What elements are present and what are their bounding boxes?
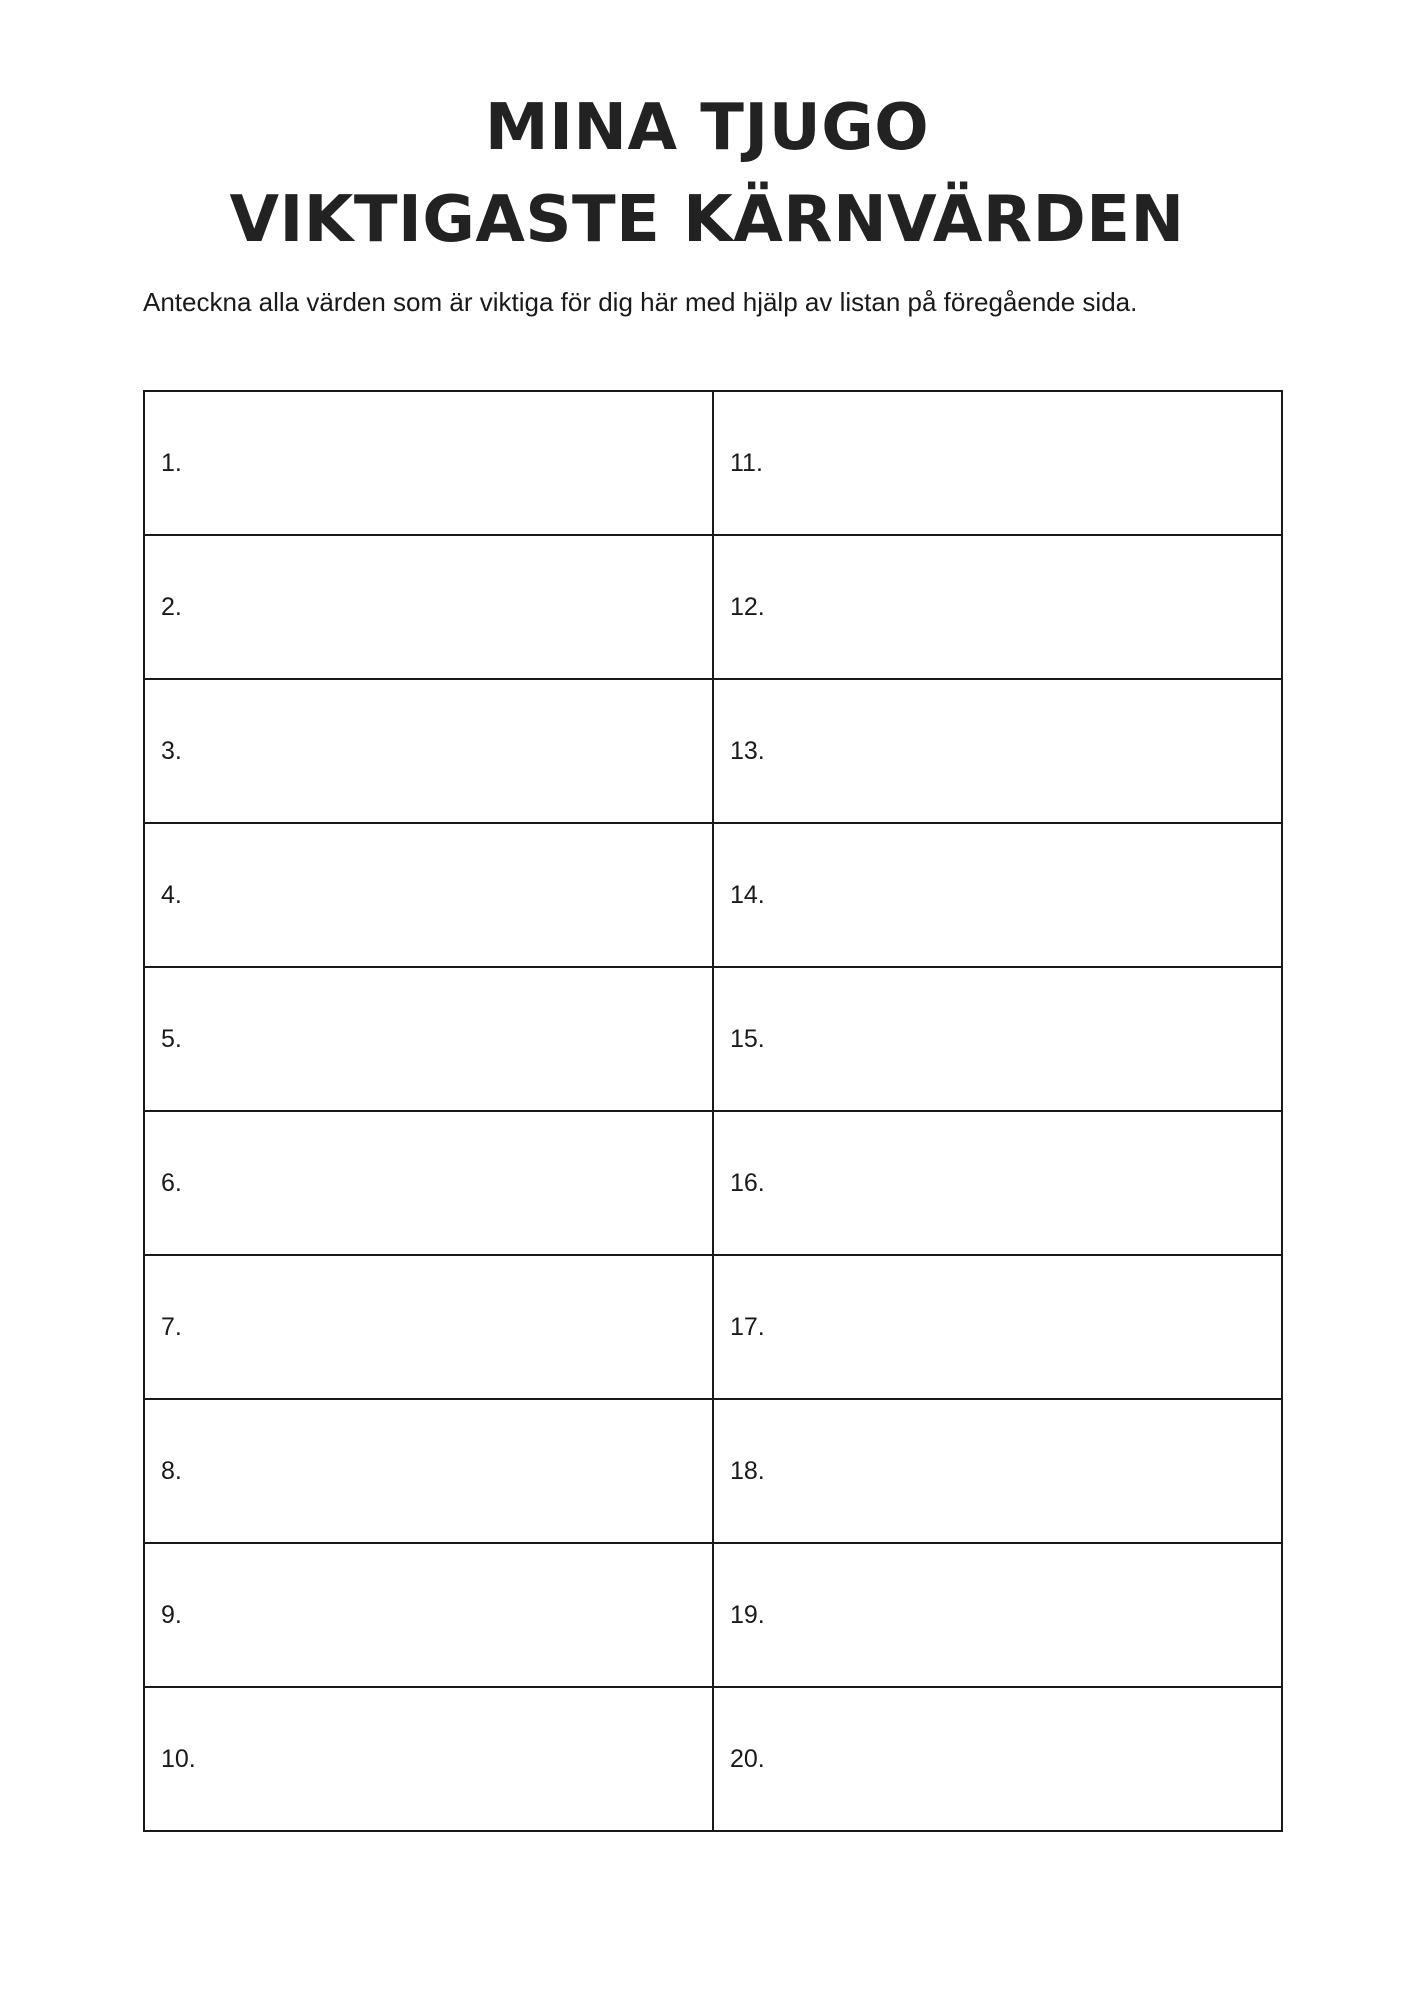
table-row xyxy=(144,967,1282,1111)
value-cell[interactable]: 9. xyxy=(144,1543,713,1687)
table-row xyxy=(144,1543,1282,1687)
value-cell[interactable]: 10. xyxy=(144,1687,713,1831)
value-cell[interactable]: 2. xyxy=(144,535,713,679)
instruction-text: Anteckna alla värden som är viktiga för dig här med hjälp av listan på föregående sida. xyxy=(143,287,1138,317)
value-cell[interactable]: 8. xyxy=(144,1399,713,1543)
value-cell[interactable]: 13. xyxy=(713,679,1282,823)
table-row xyxy=(144,1255,1282,1399)
value-cell[interactable]: 3. xyxy=(144,679,713,823)
value-cell[interactable]: 6. xyxy=(144,1111,713,1255)
title-line-2: VIKTIGASTE KÄRNVÄRDEN xyxy=(229,183,1185,257)
value-cell[interactable]: 14. xyxy=(713,823,1282,967)
title-line-1: MINA TJUGO xyxy=(484,91,930,165)
table-row xyxy=(144,1687,1282,1831)
table-row xyxy=(144,1399,1282,1543)
value-cell[interactable]: 5. xyxy=(144,967,713,1111)
values-table xyxy=(143,390,1283,1832)
table-row xyxy=(144,679,1282,823)
table-row xyxy=(144,823,1282,967)
value-cell[interactable]: 20. xyxy=(713,1687,1282,1831)
table-row xyxy=(144,535,1282,679)
value-cell[interactable]: 17. xyxy=(713,1255,1282,1399)
value-cell[interactable]: 19. xyxy=(713,1543,1282,1687)
value-cell[interactable]: 12. xyxy=(713,535,1282,679)
value-cell[interactable]: 7. xyxy=(144,1255,713,1399)
table-row xyxy=(144,1111,1282,1255)
value-cell[interactable]: 11. xyxy=(713,391,1282,535)
value-cell[interactable]: 4. xyxy=(144,823,713,967)
page-title xyxy=(0,82,1414,266)
table-row xyxy=(144,391,1282,535)
value-cell[interactable]: 1. xyxy=(144,391,713,535)
value-cell[interactable]: 15. xyxy=(713,967,1282,1111)
value-cell[interactable]: 18. xyxy=(713,1399,1282,1543)
value-cell[interactable]: 16. xyxy=(713,1111,1282,1255)
